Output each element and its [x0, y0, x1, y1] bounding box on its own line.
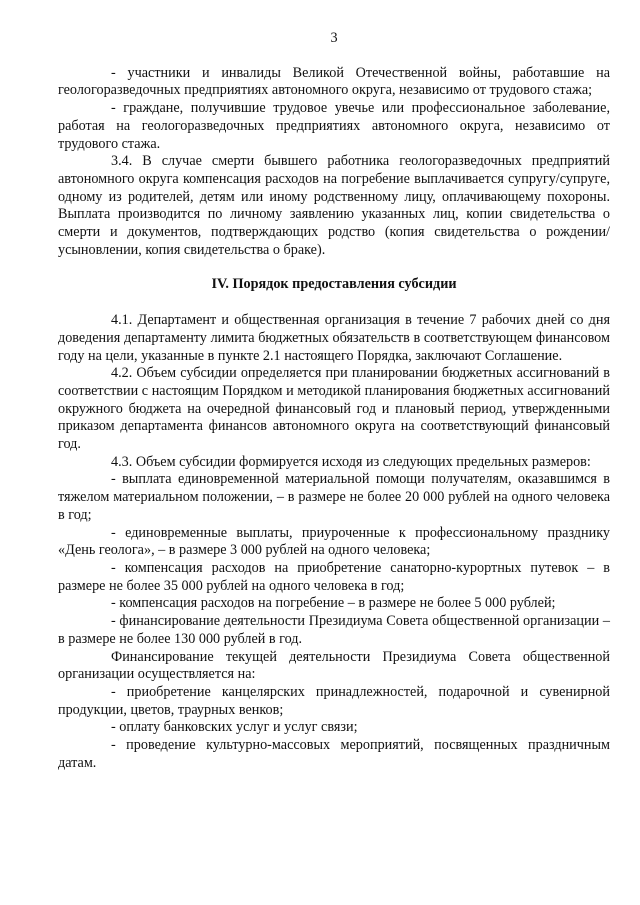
list-item: - компенсация расходов на погребение – в размере не более 5 000 рублей;: [111, 595, 556, 612]
paragraph: - граждане, получившие трудовое увечье или профессиональное заболевание, работая на геологоразведочных предприятиях автономного округа, независимо от трудового стажа.: [58, 100, 610, 152]
section-heading: IV. Порядок предоставления субсидии: [211, 276, 457, 293]
paragraph: - участники и инвалиды Великой Отечественной войны, работавшие на геологоразведочных предприятиях автономного округа, независимо от трудового стажа;: [58, 64, 610, 99]
page-number: 3: [330, 30, 338, 46]
paragraph: 4.2. Объем субсидии определяется при планировании бюджетных ассигнований в соответствии с настоящим Порядком и методикой планирования бюджетных ассигнований окружного бюджета на очередной финансовый год и плановый период, утвержденными приказом департамента финансов автономного округа на соответствующий финансовый год.: [58, 365, 610, 453]
paragraph: 4.3. Объем субсидии формируется исходя из следующих предельных размеров:: [111, 453, 591, 470]
list-item: - оплату банковских услуг и услуг связи;: [111, 719, 358, 736]
paragraph: 4.1. Департамент и общественная организация в течение 7 рабочих дней со дня доведения департаменту лимита бюджетных обязательств в соответствующем финансовом году на цели, указанные в пункте 2.1 настоящего Порядка, заключают Соглашение.: [58, 312, 610, 364]
list-item: - приобретение канцелярских принадлежностей, подарочной и сувенирной продукции, цветов, траурных венков;: [58, 683, 610, 718]
paragraph: Финансирование текущей деятельности Президиума Совета общественной организации осуществляется на:: [58, 648, 610, 683]
paragraph: 3.4. В случае смерти бывшего работника геологоразведочных предприятий автономного округа компенсация расходов на погребение выплачивается супругу/супруге, одному из родителей, детям или иному родственному лицу, оплачивающему похороны. Выплата производится по личному заявлению указанных лиц, копии свидетельства о смерти и документов, подтверждающих родство (копия свидетельства о рождении/усыновлении, копия свидетельства о браке).: [58, 153, 610, 258]
list-item: - проведение культурно-массовых мероприятий, посвященных праздничным датам.: [58, 737, 610, 771]
list-item: - финансирование деятельности Президиума Совета общественной организации – в размере не более 130 000 рублей в год.: [58, 613, 610, 647]
list-item: - выплата единовременной материальной помощи получателям, оказавшимся в тяжелом материальном положении, – в размере не более 20 000 рублей на одного человека в год;: [58, 471, 610, 523]
list-item: - единовременные выплаты, приуроченные к профессиональному празднику «День геолога», – в размере 3 000 рублей на одного человека;: [58, 524, 610, 559]
document-page: [58, 30, 610, 772]
list-item: - компенсация расходов на приобретение санаторно-курортных путевок – в размере не более 35 000 рублей на одного человека в год;: [58, 559, 610, 594]
